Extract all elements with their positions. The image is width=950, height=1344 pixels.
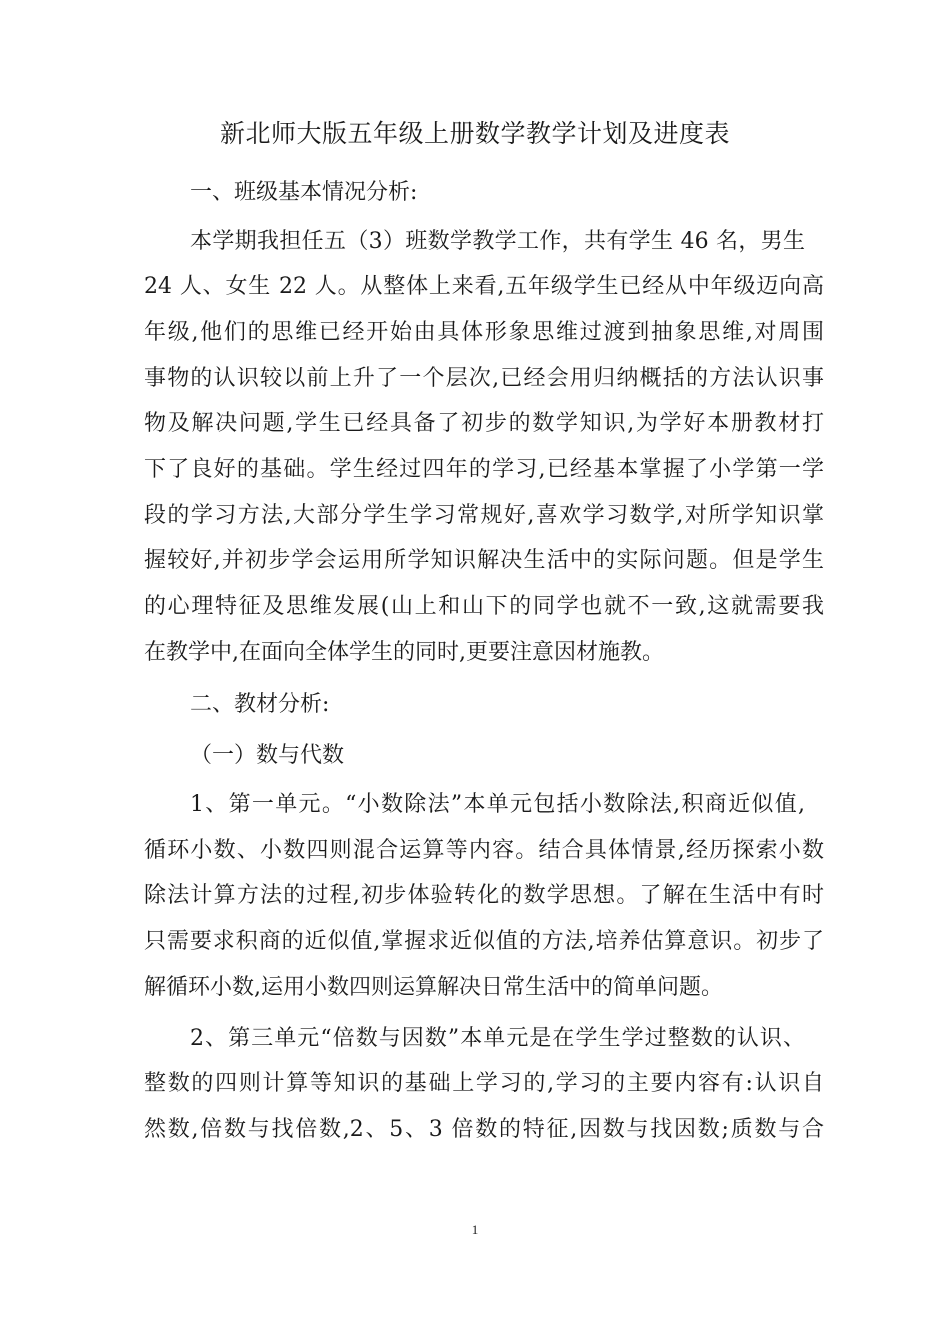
document-title: 新北师大版五年级上册数学教学计划及进度表: [219, 119, 730, 148]
paragraph-line: 循环小数、小数四则混合运算等内容。结合具体情景,经历探索小数: [144, 838, 824, 863]
paragraph-line: 的心理特征及思维发展(山上和山下的同学也就不一致,这就需要我: [144, 594, 824, 619]
paragraph-line: 24 人、女生 22 人。从整体上来看,五年级学生已经从中年级迈向高: [144, 274, 824, 299]
page-number: 1: [471, 1222, 479, 1237]
paragraph-line: 本学期我担任五（3）班数学教学工作，共有学生 46 名，男生: [190, 229, 805, 254]
paragraph-line: 年级,他们的思维已经开始由具体形象思维过渡到抽象思维,对周围: [144, 320, 824, 345]
paragraph-line: 解循环小数,运用小数四则运算解决日常生活中的简单问题。: [144, 975, 723, 1000]
paragraph-line: 除法计算方法的过程,初步体验转化的数学思想。了解在生活中有时: [144, 883, 824, 908]
paragraph-line: 事物的认识较以前上升了一个层次,已经会用归纳概括的方法认识事: [144, 366, 824, 391]
section-2-heading: 二、教材分析:: [190, 692, 330, 717]
paragraph-line: 1、第一单元。“小数除法”本单元包括小数除法,积商近似值,: [190, 792, 805, 817]
paragraph-line: 然数,倍数与找倍数,2、5、3 倍数的特征,因数与找因数;质数与合: [144, 1117, 824, 1142]
paragraph-line: 整数的四则计算等知识的基础上学习的,学习的主要内容有:认识自: [144, 1071, 824, 1096]
section-1-heading: 一、班级基本情况分析:: [190, 180, 418, 205]
subsection-1-heading: （一）数与代数: [190, 743, 345, 768]
paragraph-line: 物及解决问题,学生已经具备了初步的数学知识,为学好本册教材打: [144, 411, 824, 436]
paragraph-line: 段的学习方法,大部分学生学习常规好,喜欢学习数学,对所学知识掌: [144, 503, 824, 528]
paragraph-line: 只需要求积商的近似值,掌握求近似值的方法,培养估算意识。初步了: [144, 929, 824, 954]
paragraph-line: 2、第三单元“倍数与因数”本单元是在学生学过整数的认识、: [190, 1026, 805, 1051]
paragraph-line: 握较好,并初步学会运用所学知识解决生活中的实际问题。但是学生: [144, 548, 824, 573]
paragraph-line: 下了良好的基础。学生经过四年的学习,已经基本掌握了小学第一学: [144, 457, 824, 482]
paragraph-line: 在教学中,在面向全体学生的同时,更要注意因材施教。: [144, 640, 664, 665]
